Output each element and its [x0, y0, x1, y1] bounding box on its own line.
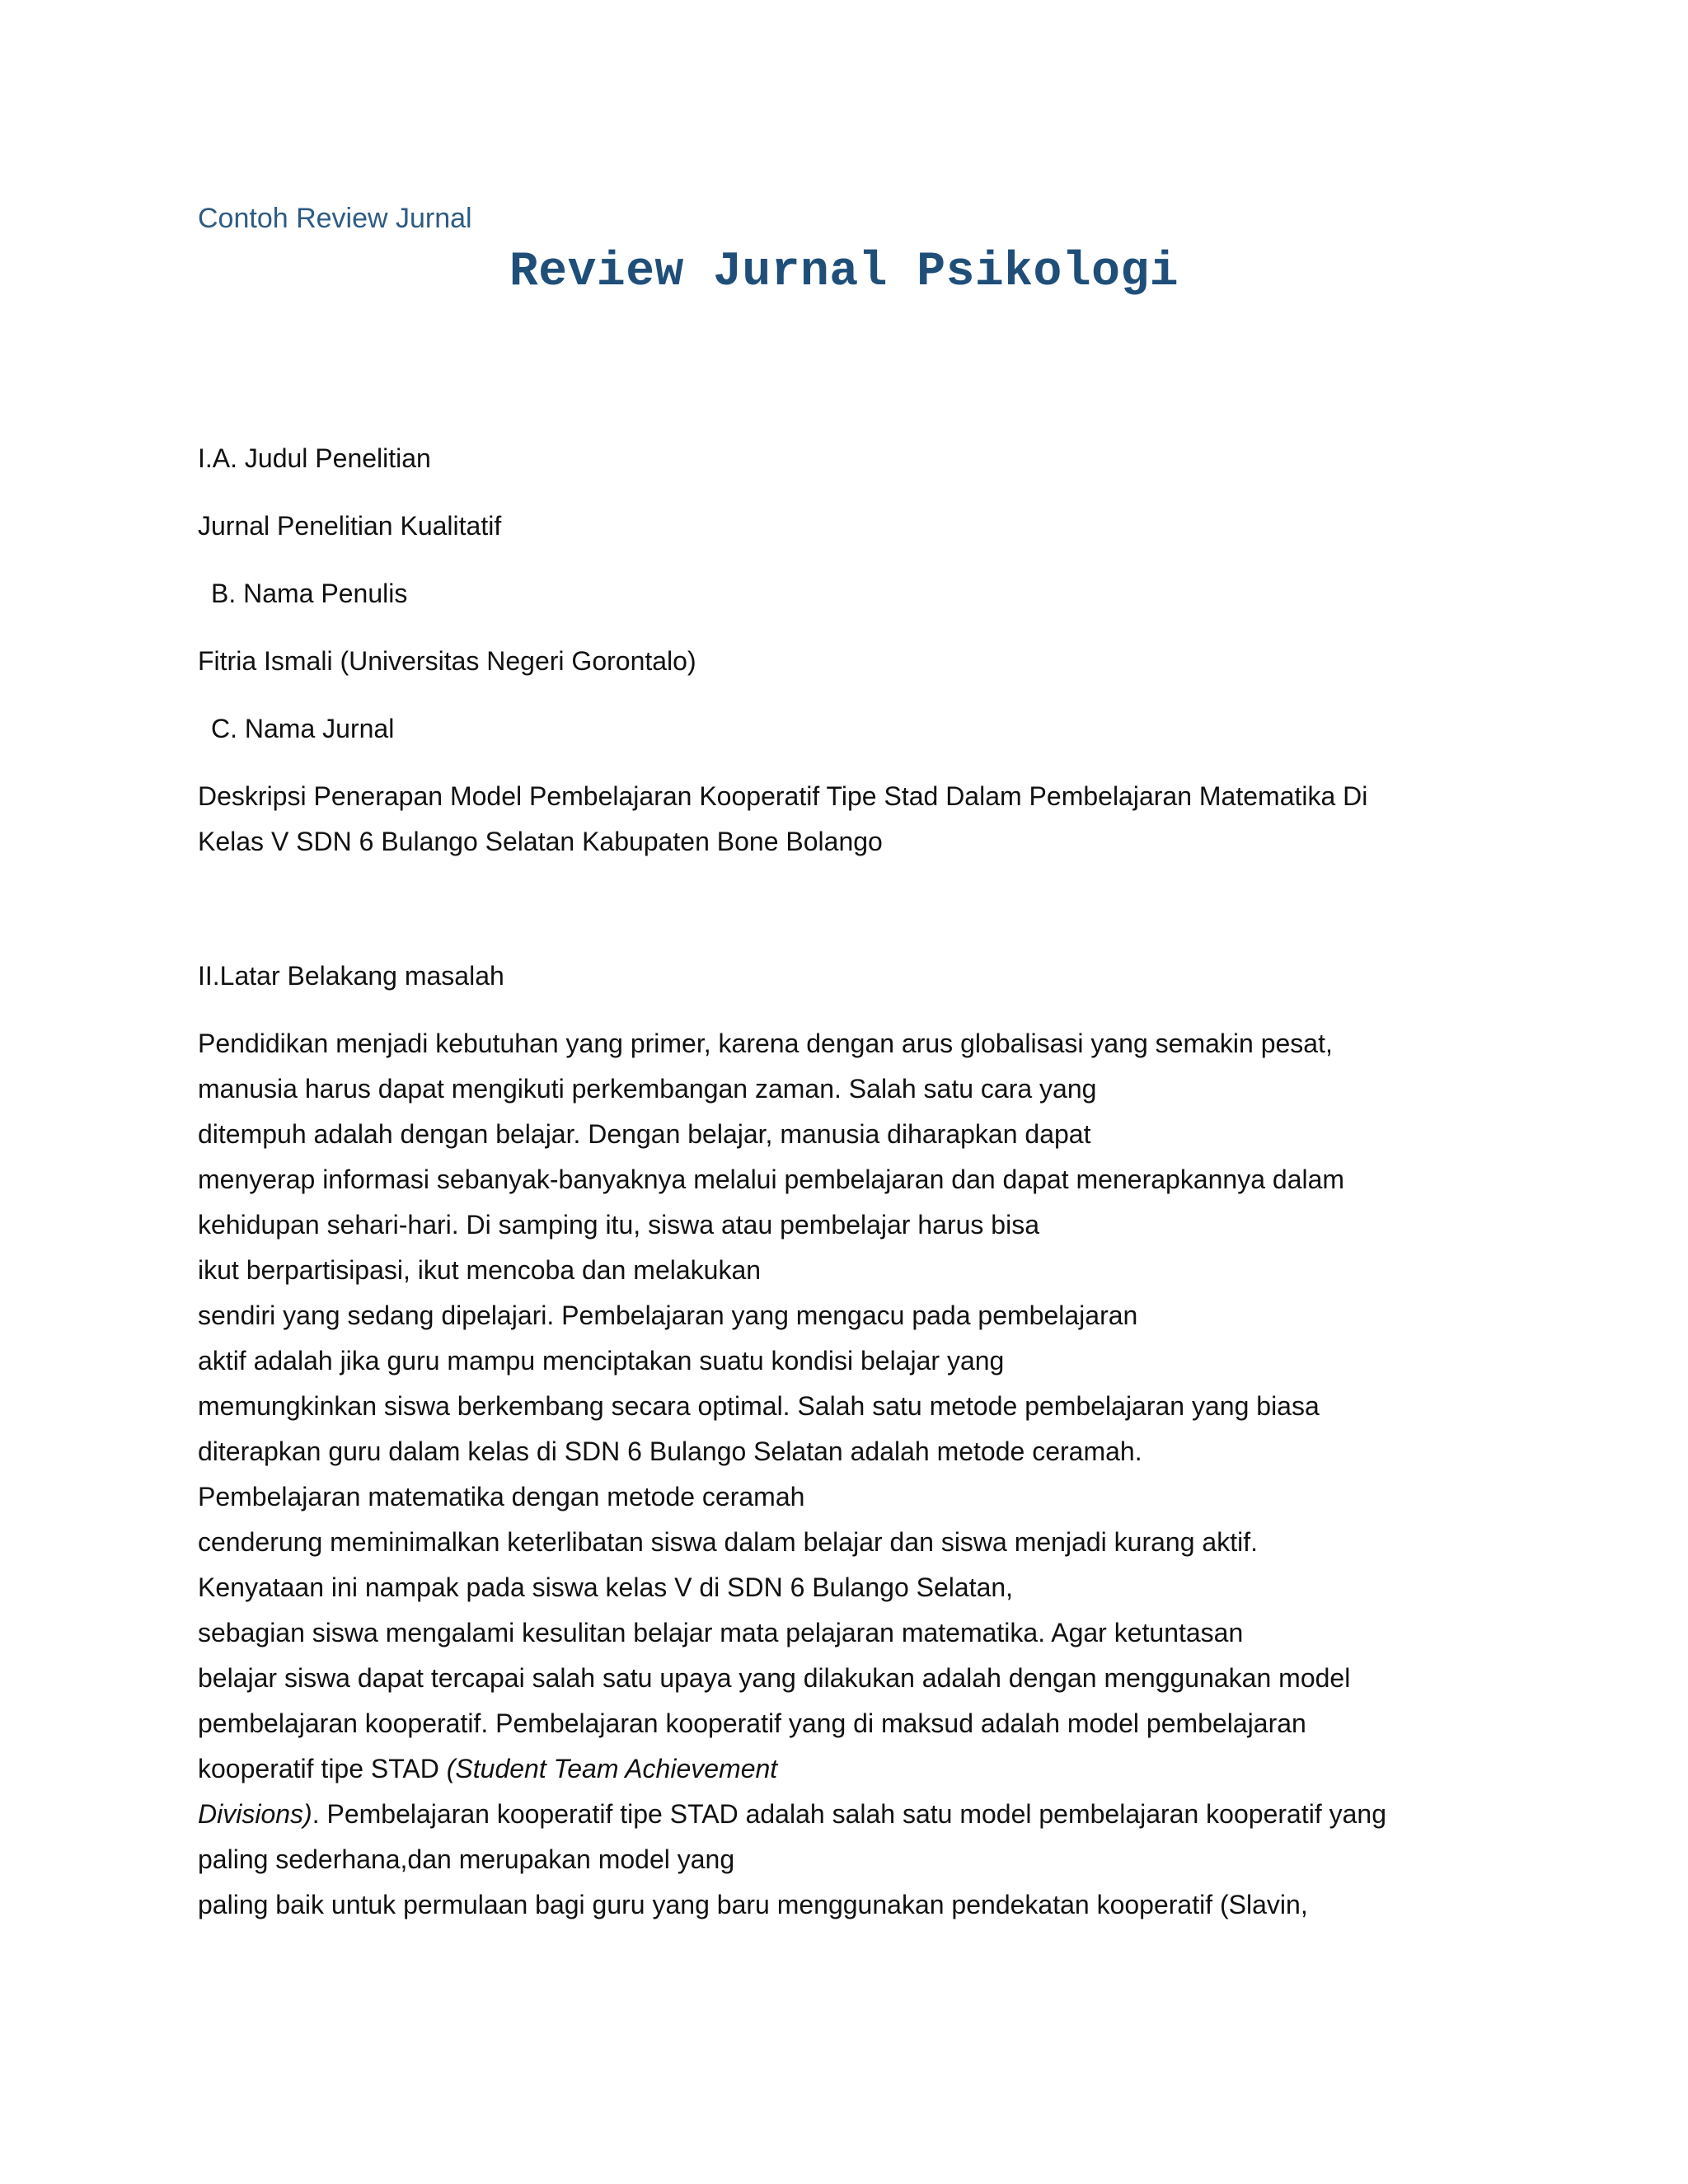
- judul-value: Jurnal Penelitian Kualitatif: [198, 511, 502, 541]
- paragraph-line: ditempuh adalah dengan belajar. Dengan belajar, manusia diharapkan dapat: [198, 1119, 1091, 1149]
- jurnal-value-line-1: Deskripsi Penerapan Model Pembelajaran Kooperatif Tipe Stad Dalam Pembelajaran Matematika Di: [198, 781, 1368, 811]
- penulis-value: Fitria Ismali (Universitas Negeri Gorontalo): [198, 646, 696, 676]
- paragraph-line: menyerap informasi sebanyak-banyaknya melalui pembelajaran dan dapat menerapkannya dalam: [198, 1165, 1345, 1194]
- jurnal-value-line-2: Kelas V SDN 6 Bulango Selatan Kabupaten Bone Bolango: [198, 827, 883, 856]
- paragraph-text: kooperatif tipe STAD: [198, 1754, 447, 1783]
- paragraph-line: aktif adalah jika guru mampu menciptakan suatu kondisi belajar yang: [198, 1346, 1005, 1376]
- paragraph-line: Pendidikan menjadi kebutuhan yang primer, karena dengan arus globalisasi yang semakin pesat,: [198, 1029, 1333, 1058]
- paragraph-line: paling sederhana,dan merupakan model yang: [198, 1844, 735, 1874]
- paragraph-italic-text: Divisions): [198, 1799, 312, 1829]
- paragraph-line: memungkinkan siswa berkembang secara optimal. Salah satu metode pembelajaran yang biasa: [198, 1391, 1320, 1421]
- paragraph-line: cenderung meminimalkan keterlibatan siswa dalam belajar dan siswa menjadi kurang aktif.: [198, 1527, 1258, 1557]
- section-heading-penulis: B. Nama Penulis: [211, 579, 408, 608]
- paragraph-line: sendiri yang sedang dipelajari. Pembelajaran yang mengacu pada pembelajaran: [198, 1301, 1138, 1330]
- paragraph-line: pembelajaran kooperatif. Pembelajaran kooperatif yang di maksud adalah model pembelajaran: [198, 1708, 1306, 1738]
- section-heading-latar-belakang: II.Latar Belakang masalah: [198, 961, 504, 991]
- paragraph-line: kehidupan sehari-hari. Di samping itu, siswa atau pembelajar harus bisa: [198, 1210, 1039, 1240]
- paragraph-line-stad: [198, 1752, 777, 1785]
- paragraph-line: belajar siswa dapat tercapai salah satu upaya yang dilakukan adalah dengan menggunakan model: [198, 1663, 1351, 1693]
- section-heading-jurnal: C. Nama Jurnal: [211, 714, 395, 743]
- paragraph-line: sebagian siswa mengalami kesulitan belajar mata pelajaran matematika. Agar ketuntasan: [198, 1618, 1244, 1647]
- paragraph-line: Kenyataan ini nampak pada siswa kelas V di SDN 6 Bulango Selatan,: [198, 1572, 1014, 1602]
- document-header-label: Contoh Review Jurnal: [198, 203, 472, 234]
- paragraph-line: manusia harus dapat mengikuti perkembangan zaman. Salah satu cara yang: [198, 1074, 1097, 1104]
- paragraph-line: diterapkan guru dalam kelas di SDN 6 Bulango Selatan adalah metode ceramah.: [198, 1436, 1142, 1466]
- section-heading-judul: I.A. Judul Penelitian: [198, 443, 431, 473]
- document-title: Review Jurnal Psikologi: [509, 246, 1179, 299]
- paragraph-line: paling baik untuk permulaan bagi guru yang baru menggunakan pendekatan kooperatif (Slavin,: [198, 1890, 1308, 1919]
- paragraph-line-divisions: [198, 1797, 1386, 1830]
- paragraph-line: Pembelajaran matematika dengan metode ceramah: [198, 1482, 805, 1511]
- paragraph-italic-text: (Student Team Achievement: [446, 1754, 778, 1783]
- paragraph-line: ikut berpartisipasi, ikut mencoba dan melakukan: [198, 1255, 762, 1285]
- paragraph-text: . Pembelajaran kooperatif tipe STAD adalah salah satu model pembelajaran kooperatif yang: [312, 1799, 1386, 1829]
